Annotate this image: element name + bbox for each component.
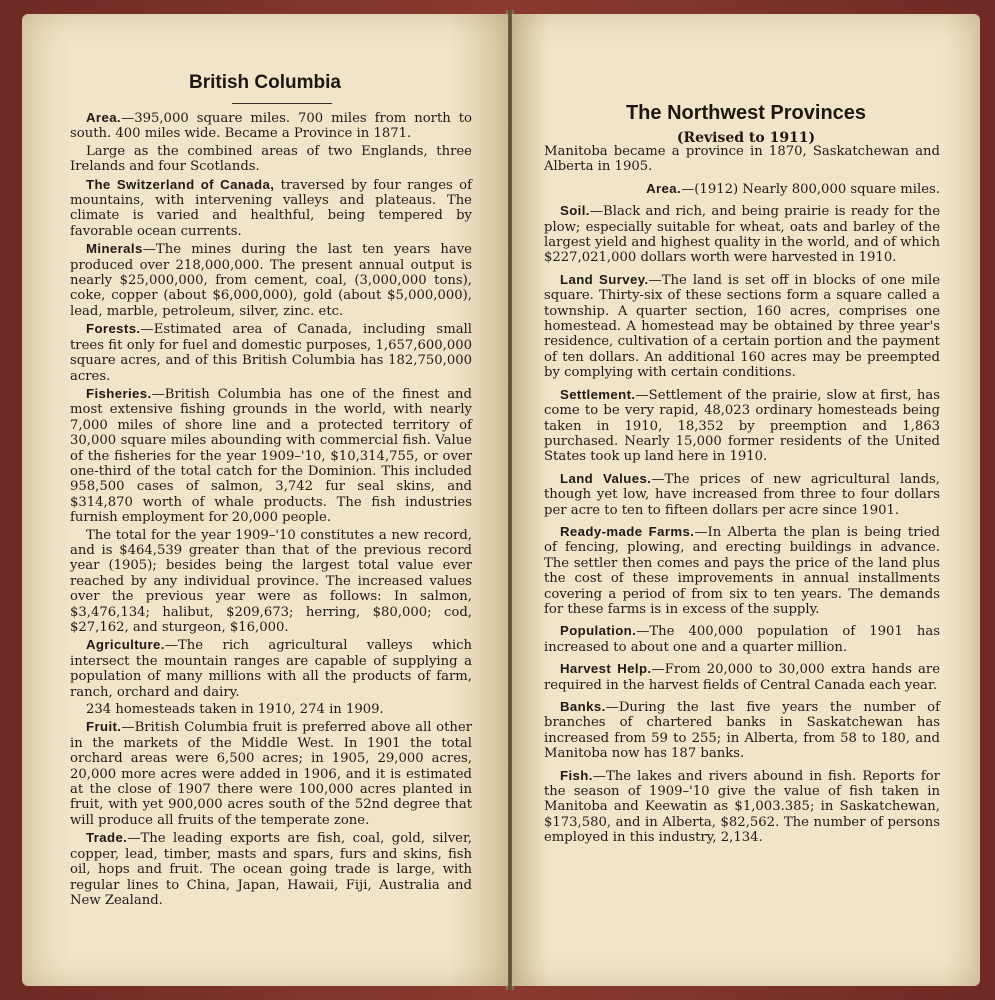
paragraph: [544, 471, 940, 518]
paragraph-heading: Agriculture.: [86, 637, 165, 653]
paragraph: [70, 702, 472, 717]
paragraph-text: —In Alberta the plan is being tried of fencing, plowing, and erecting buildings in advance. The settler then comes and pays the price of the land plus the cost of these improvements in annual installments covering a period of from six to ten years. The demands for these farms is in excess of the supply.: [544, 524, 940, 617]
paragraph: [544, 387, 940, 465]
right-page-title: The Northwest Provinces: [625, 102, 867, 124]
paragraph: [544, 203, 940, 266]
paragraph-heading: Population.: [560, 623, 637, 639]
left-page-text: [70, 110, 472, 910]
paragraph: [544, 524, 940, 617]
paragraph-heading: Ready-made Farms.: [560, 523, 695, 539]
paragraph-heading: Fish.: [560, 767, 593, 783]
paragraph-text: —395,000 square miles. 700 miles from north to south. 400 miles wide. Became a Province in 1871.: [70, 111, 472, 142]
paragraph-text: —From 20,000 to 30,000 extra hands are required in the harvest fields of Central Canada each year.: [544, 662, 940, 693]
left-page-title: British Columbia: [188, 72, 341, 93]
paragraph: [544, 272, 940, 381]
paragraph-heading: Area.: [646, 180, 682, 196]
paragraph-text: —(1912) Nearly 800,000 square miles.: [681, 181, 940, 197]
paragraph-text: The total for the year 1909–'10 constitutes a new record, and is $464,539 greater than that of the previous record year (1905); besides being the largest total value ever reached by any individual province. The increased values over the previous year were as follows: In salmon, $3,476,134; halibut, $209,673; herring, $80,000; cod, $27,162, and sturgeon, $16,000.: [70, 527, 472, 635]
paragraph-text: —The leading exports are fish, coal, gold, silver, copper, lead, timber, masts and spars, furs and skins, fish oil, hops and fruit. The ocean going trade is large, with regular lines to China, Japan, Hawaii, Fiji, Australia and New Zealand.: [70, 831, 472, 908]
paragraph-heading: Land Values.: [560, 470, 652, 486]
paragraph-heading: Trade.: [86, 830, 128, 846]
paragraph: [70, 241, 472, 319]
paragraph-heading: Area.: [86, 110, 121, 125]
paragraph-heading: Banks.: [560, 699, 606, 714]
paragraph: [544, 661, 940, 693]
paragraph-heading: Land Survey.: [560, 271, 649, 287]
paragraph-text: —The rich agricultural valleys which intersect the mountain ranges are capable of supplying a population of many millions with all the products of farm, ranch, orchard and dairy.: [70, 638, 472, 700]
paragraph-heading: Forests.: [86, 321, 141, 337]
paragraph-text: —The land is set off in blocks of one mile square. Thirty-six of these sections form a square called a township. A quarter section, 160 acres, comprises one homestead. A homestead may be obtained by three year's residence, cultivation of a certain portion and the payment of ten dollars. An additional 160 acres may be preempted by complying with certain conditions.: [544, 272, 940, 381]
paragraph: [70, 177, 472, 240]
paragraph-text: 234 homesteads taken in 1910, 274 in 1909.: [86, 702, 384, 718]
title-rule: [232, 103, 332, 104]
paragraph: [70, 321, 472, 384]
paragraph-text: —The prices of new agricultural lands, though yet low, have increased from three to four dollars per acre to ten to fifteen dollars per acre since 1901.: [544, 471, 940, 518]
paragraph-heading: Settlement.: [560, 386, 636, 402]
paragraph-heading: Fruit.: [86, 719, 122, 735]
right-page-subtitle: (Revised to 1911): [676, 130, 816, 146]
right-page: [512, 14, 980, 986]
paragraph-text: traversed by four ranges of mountains, with intervening valleys and plateaus. The climate is varied and healthful, being tempered by favorable ocean currents.: [70, 177, 472, 239]
paragraph-text: Large as the combined areas of two Englands, three Irelands and four Scotlands.: [70, 143, 472, 175]
paragraph: [70, 830, 472, 908]
paragraph-text: —Estimated area of Canada, including small trees fit only for fuel and domestic purposes, 1,657,600,000 square acres, and of this British Columbia has 182,750,000 acres.: [70, 322, 472, 384]
paragraph-text: —Black and rich, and being prairie is ready for the plow; especially suitable for wheat, oats and barley of the largest yield and highest quality in the world, and of which $227,021,000 dollars worth were harvested in 1910.: [544, 204, 940, 266]
paragraph: [70, 637, 472, 700]
paragraph-heading: Minerals: [86, 241, 143, 257]
paragraph: [544, 699, 940, 762]
paragraph-text: —British Columbia fruit is preferred above all other in the markets of the Middle West. In 1901 the total orchard areas were 6,500 acres; in 1905, 29,000 acres, 20,000 more acres were added in 1906, and it is estimated at the close of 1907 there were 100,000 acres planted in fruit, with yet 900,000 acres south of the 52nd degree that will produce all fruits of the temperate zone.: [70, 720, 472, 828]
right-page-text: [544, 144, 940, 852]
paragraph: [544, 623, 940, 655]
paragraph-heading: Fisheries.: [86, 385, 152, 401]
paragraph-text: —The mines during the last ten years have produced over 218,000,000. The present annual output is nearly $25,000,000, from cement, coal, (3,000,000 tons), coke, copper (about $6,000,000), gold (about $5,000,000), lead, marble, petroleum, silver, zinc. etc.: [70, 242, 472, 319]
paragraph: [70, 110, 472, 142]
paragraph-heading: The Switzerland of Canada,: [86, 176, 275, 192]
paragraph: [70, 144, 472, 175]
left-page: [22, 14, 508, 986]
paragraph-text: —Settlement of the prairie, slow at first, has come to be very rapid, 48,023 ordinary homesteads being taken in 1910, 18,352 by preemption and 1,863 purchased. Nearly 15,000 former residents of the United States took up land here in 1910.: [544, 387, 940, 465]
paragraph: [70, 386, 472, 526]
paragraph: [544, 181, 940, 197]
paragraph: [544, 768, 940, 846]
paragraph-heading: Soil.: [560, 203, 590, 219]
paragraph: [70, 528, 472, 636]
paragraph: [70, 719, 472, 828]
intro-paragraph: [544, 144, 940, 175]
paragraph-text: Manitoba became a province in 1870, Saskatchewan and Alberta in 1905.: [544, 144, 940, 175]
paragraph-text: —During the last five years the number of branches of chartered banks in Saskatchewan has increased from 59 to 255; in Alberta, from 58 to 180, and Manitoba now has 187 banks.: [544, 700, 940, 762]
paragraph-text: —British Columbia has one of the finest and most extensive fishing grounds in the world, with nearly 7,000 miles of shore line and a protected territory of 30,000 square miles abounding with commercial fish. Value of the fisheries for the year 1909–'10, $10,314,755, or over one-third of the total catch for the Dominion. This included 958,500 cases of salmon, 3,742 fur seal skins, and $314,870 worth of whale products. The fish industries furnish employment for 20,000 people.: [70, 386, 472, 526]
paragraph-text: —The 400,000 population of 1901 has increased to about one and a quarter million.: [544, 624, 940, 655]
paragraph-heading: Harvest Help.: [560, 661, 652, 677]
paragraph-text: —The lakes and rivers abound in fish. Reports for the season of 1909–'10 give the value of fish taken in Manitoba and Keewatin as $1,003.385; in Saskatchewan, $173,580, and in Alberta, $82,562. The number of persons employed in this industry, 2,134.: [544, 768, 940, 846]
